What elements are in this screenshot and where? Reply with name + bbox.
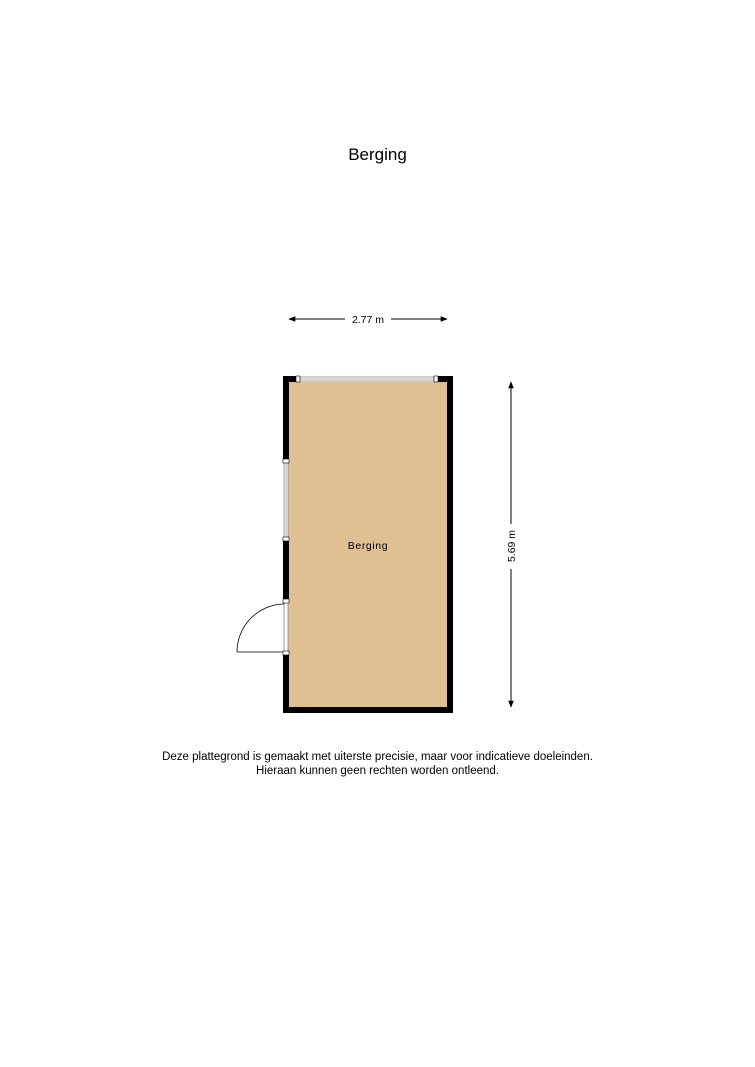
width-dimension-label: 2.77 m — [351, 314, 385, 326]
window-top — [296, 376, 438, 382]
length-dimension — [506, 382, 518, 707]
disclaimer-line-2: Hieraan kunnen geen rechten worden ontleend. — [256, 765, 499, 777]
room-label: Berging — [347, 540, 389, 552]
disclaimer — [0, 750, 755, 778]
page-title: Berging — [348, 145, 407, 164]
door — [237, 599, 289, 655]
width-dimension — [289, 314, 447, 326]
door-swing-arc — [237, 604, 284, 652]
window-left — [283, 459, 289, 541]
length-dimension-label: 5.69 m — [506, 529, 518, 563]
disclaimer-line-1: Deze plattegrond is gemaakt met uiterste precisie, maar voor indicatieve doeleinden. — [162, 751, 593, 763]
